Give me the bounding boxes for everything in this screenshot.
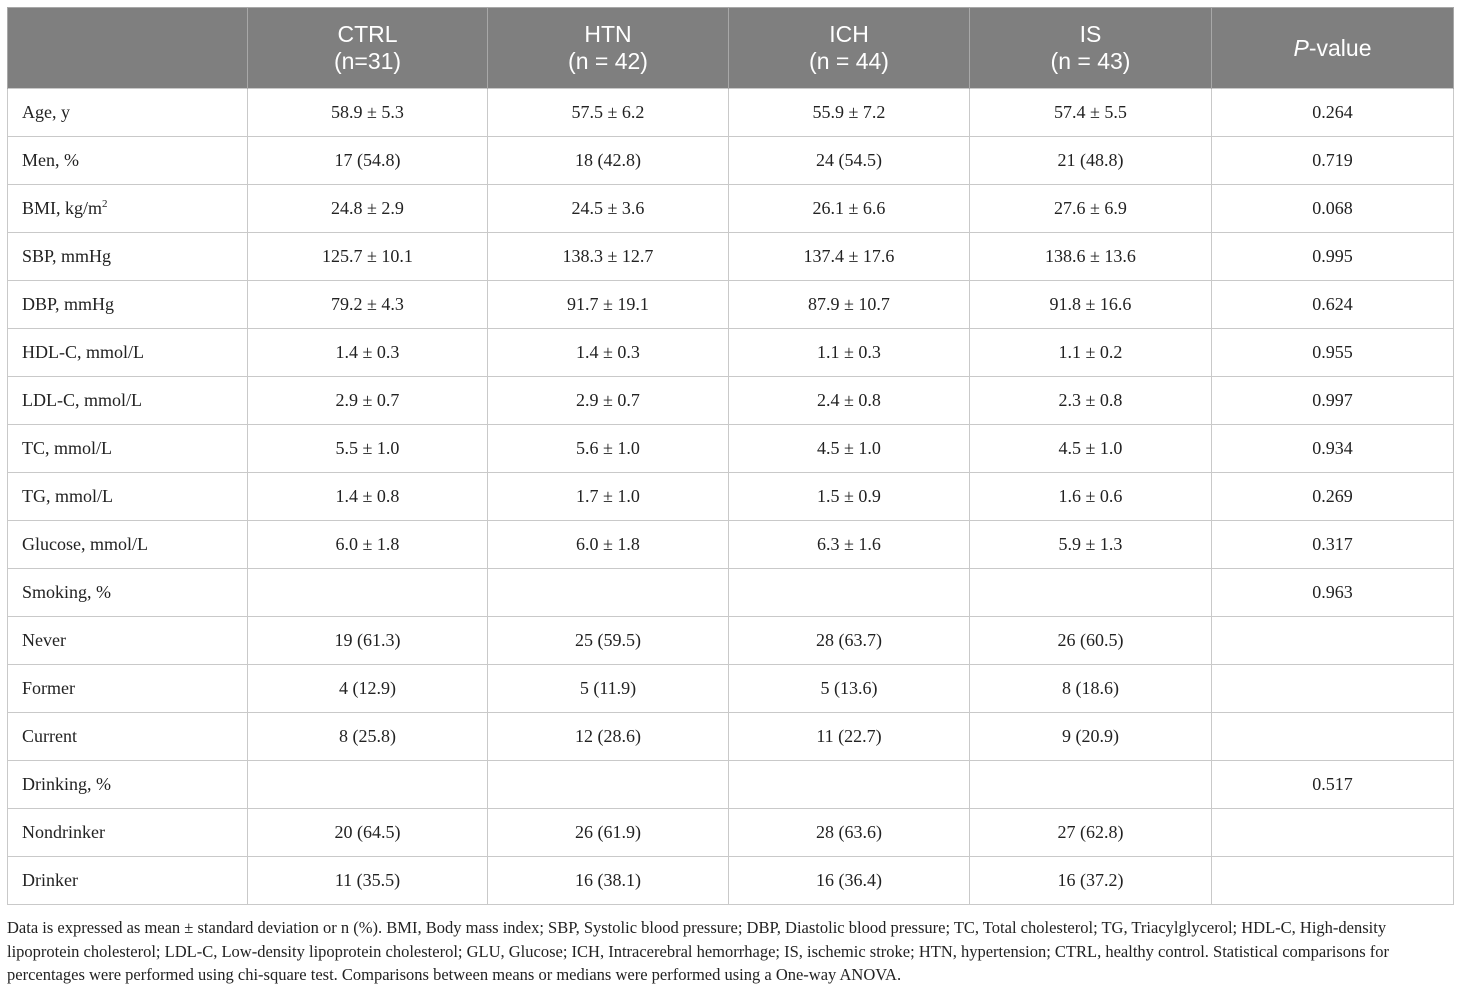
value-cell-ich: 2.4 ± 0.8 (729, 377, 970, 425)
row-label-text: DBP, mmHg (22, 294, 115, 314)
table-row (8, 137, 1454, 185)
table-footnote: Data is expressed as mean ± standard deviation or n (%). BMI, Body mass index; SBP, Systolic blood pressure; DBP, Diastolic blood pressure; TC, Total cholesterol; TG, Triacylglycerol; HDL-C, High-density lipoprotein cholesterol; LDL-C, Low-density lipoprotein cholesterol; GLU, Glucose; ICH, Intracerebral hemorrhage; IS, ischemic stroke; HTN, hypertension; CTRL, healthy control. Statistical comparisons for percentages were performed using chi-square test. Comparisons between means or medians were performed using a One-way ANOVA. (7, 918, 1389, 984)
value-cell-ctrl: 20 (64.5) (248, 809, 488, 857)
value-cell-is: 1.6 ± 0.6 (970, 473, 1212, 521)
value-cell-ich (729, 761, 970, 809)
value-cell-is: 5.9 ± 1.3 (970, 521, 1212, 569)
table-row (8, 185, 1454, 233)
value-cell-ich: 28 (63.6) (729, 809, 970, 857)
value-cell-ctrl: 6.0 ± 1.8 (248, 521, 488, 569)
baseline-characteristics-table (7, 7, 1454, 905)
group-n: (n = 43) (1050, 48, 1131, 74)
row-label-text: LDL-C, mmol/L (22, 390, 142, 410)
row-label (8, 329, 248, 377)
header-group-is (970, 8, 1212, 89)
row-label-text: Never (22, 630, 66, 650)
row-label-text: BMI, kg/m (22, 198, 103, 218)
value-cell-ich: 24 (54.5) (729, 137, 970, 185)
value-cell-ctrl: 17 (54.8) (248, 137, 488, 185)
row-label-text: Drinker (22, 870, 78, 890)
value-cell-htn: 1.7 ± 1.0 (488, 473, 729, 521)
value-cell-htn: 6.0 ± 1.8 (488, 521, 729, 569)
row-label (8, 473, 248, 521)
row-label-text: Drinking, % (22, 774, 111, 794)
header-empty-cell (8, 8, 248, 89)
value-cell-is (970, 569, 1212, 617)
value-cell-ctrl (248, 569, 488, 617)
row-label-text: SBP, mmHg (22, 246, 112, 266)
value-cell-ich: 28 (63.7) (729, 617, 970, 665)
row-label-text: TG, mmol/L (22, 486, 113, 506)
value-cell-ctrl: 11 (35.5) (248, 857, 488, 905)
p-value-cell (1212, 665, 1454, 713)
row-label (8, 713, 248, 761)
p-value-cell: 0.264 (1212, 89, 1454, 137)
value-cell-htn: 26 (61.9) (488, 809, 729, 857)
p-value-cell (1212, 809, 1454, 857)
group-n: (n = 42) (568, 48, 648, 74)
value-cell-htn: 138.3 ± 12.7 (488, 233, 729, 281)
value-cell-htn: 18 (42.8) (488, 137, 729, 185)
group-n: (n=31) (333, 48, 402, 74)
header-group-ich (729, 8, 970, 89)
row-label-text: Age, y (22, 102, 70, 122)
p-value-cell: 0.317 (1212, 521, 1454, 569)
row-label-text: Nondrinker (22, 822, 105, 842)
header-group-htn (488, 8, 729, 89)
p-value-cell: 0.955 (1212, 329, 1454, 377)
row-label-text: Former (22, 678, 75, 698)
row-label-text: Men, % (22, 150, 79, 170)
p-value-cell: 0.068 (1212, 185, 1454, 233)
value-cell-is: 1.1 ± 0.2 (970, 329, 1212, 377)
value-cell-is (970, 761, 1212, 809)
row-label (8, 89, 248, 137)
value-cell-ich: 137.4 ± 17.6 (729, 233, 970, 281)
table-row (8, 329, 1454, 377)
row-label (8, 425, 248, 473)
table-row (8, 569, 1454, 617)
table-header (8, 8, 1454, 89)
value-cell-is: 21 (48.8) (970, 137, 1212, 185)
value-cell-ich: 6.3 ± 1.6 (729, 521, 970, 569)
header-group-ctrl (248, 8, 488, 89)
value-cell-is: 27 (62.8) (970, 809, 1212, 857)
value-cell-ich: 5 (13.6) (729, 665, 970, 713)
row-label (8, 857, 248, 905)
row-label (8, 617, 248, 665)
value-cell-ctrl: 58.9 ± 5.3 (248, 89, 488, 137)
p-value-cell: 0.624 (1212, 281, 1454, 329)
value-cell-ich: 55.9 ± 7.2 (729, 89, 970, 137)
value-cell-ctrl: 2.9 ± 0.7 (248, 377, 488, 425)
row-label (8, 761, 248, 809)
value-cell-is: 26 (60.5) (970, 617, 1212, 665)
value-cell-ich: 11 (22.7) (729, 713, 970, 761)
table-row (8, 809, 1454, 857)
value-cell-ich: 87.9 ± 10.7 (729, 281, 970, 329)
p-value-cell: 0.719 (1212, 137, 1454, 185)
value-cell-htn: 5 (11.9) (488, 665, 729, 713)
value-cell-is: 8 (18.6) (970, 665, 1212, 713)
p-value-suffix: -value (1308, 34, 1372, 61)
value-cell-ich (729, 569, 970, 617)
value-cell-ctrl: 8 (25.8) (248, 713, 488, 761)
row-label-text: Smoking, % (22, 582, 112, 602)
p-value-cell: 0.517 (1212, 761, 1454, 809)
header-row (8, 8, 1454, 89)
value-cell-htn: 12 (28.6) (488, 713, 729, 761)
row-label (8, 233, 248, 281)
value-cell-htn: 2.9 ± 0.7 (488, 377, 729, 425)
value-cell-is: 138.6 ± 13.6 (970, 233, 1212, 281)
value-cell-ich: 1.5 ± 0.9 (729, 473, 970, 521)
value-cell-is: 2.3 ± 0.8 (970, 377, 1212, 425)
p-value-cell: 0.995 (1212, 233, 1454, 281)
value-cell-ctrl: 125.7 ± 10.1 (248, 233, 488, 281)
group-name: HTN (584, 21, 632, 47)
value-cell-htn: 57.5 ± 6.2 (488, 89, 729, 137)
row-label-text: Glucose, mmol/L (22, 534, 148, 554)
table-row (8, 281, 1454, 329)
value-cell-ctrl: 5.5 ± 1.0 (248, 425, 488, 473)
table-row (8, 857, 1454, 905)
row-label (8, 281, 248, 329)
row-label-superscript: 2 (102, 198, 108, 210)
p-value-cell: 0.934 (1212, 425, 1454, 473)
p-value-italic-p: P (1293, 34, 1309, 61)
group-name: CTRL (337, 21, 398, 47)
value-cell-ich: 4.5 ± 1.0 (729, 425, 970, 473)
value-cell-ctrl: 1.4 ± 0.8 (248, 473, 488, 521)
row-label (8, 665, 248, 713)
table-row (8, 761, 1454, 809)
value-cell-ctrl: 24.8 ± 2.9 (248, 185, 488, 233)
value-cell-htn: 16 (38.1) (488, 857, 729, 905)
p-value-cell (1212, 857, 1454, 905)
value-cell-ich: 16 (36.4) (729, 857, 970, 905)
p-value-cell (1212, 713, 1454, 761)
row-label (8, 569, 248, 617)
p-value-cell (1212, 617, 1454, 665)
value-cell-ich: 26.1 ± 6.6 (729, 185, 970, 233)
baseline-characteristics-table-container (7, 7, 1453, 905)
table-row (8, 233, 1454, 281)
table-body (8, 89, 1454, 905)
row-label-text: HDL-C, mmol/L (22, 342, 144, 362)
group-name: ICH (829, 21, 869, 47)
value-cell-ich: 1.1 ± 0.3 (729, 329, 970, 377)
value-cell-is: 9 (20.9) (970, 713, 1212, 761)
value-cell-ctrl: 19 (61.3) (248, 617, 488, 665)
row-label (8, 185, 248, 233)
row-label (8, 377, 248, 425)
p-value-cell: 0.269 (1212, 473, 1454, 521)
value-cell-htn: 91.7 ± 19.1 (488, 281, 729, 329)
value-cell-ctrl: 79.2 ± 4.3 (248, 281, 488, 329)
table-row (8, 377, 1454, 425)
group-n: (n = 44) (809, 48, 889, 74)
row-label (8, 521, 248, 569)
header-p-value (1212, 8, 1454, 89)
row-label-text: Current (22, 726, 77, 746)
table-row (8, 617, 1454, 665)
value-cell-ctrl: 1.4 ± 0.3 (248, 329, 488, 377)
row-label (8, 809, 248, 857)
value-cell-ctrl (248, 761, 488, 809)
p-value-cell: 0.963 (1212, 569, 1454, 617)
value-cell-htn: 1.4 ± 0.3 (488, 329, 729, 377)
value-cell-htn: 25 (59.5) (488, 617, 729, 665)
table-row (8, 89, 1454, 137)
value-cell-htn: 24.5 ± 3.6 (488, 185, 729, 233)
value-cell-htn (488, 761, 729, 809)
table-row (8, 665, 1454, 713)
row-label-text: TC, mmol/L (22, 438, 112, 458)
row-label (8, 137, 248, 185)
value-cell-htn: 5.6 ± 1.0 (488, 425, 729, 473)
group-name: IS (1079, 21, 1102, 47)
value-cell-is: 91.8 ± 16.6 (970, 281, 1212, 329)
value-cell-is: 16 (37.2) (970, 857, 1212, 905)
p-value-cell: 0.997 (1212, 377, 1454, 425)
table-row (8, 521, 1454, 569)
value-cell-htn (488, 569, 729, 617)
table-row (8, 425, 1454, 473)
value-cell-is: 57.4 ± 5.5 (970, 89, 1212, 137)
value-cell-is: 4.5 ± 1.0 (970, 425, 1212, 473)
table-row (8, 713, 1454, 761)
value-cell-ctrl: 4 (12.9) (248, 665, 488, 713)
value-cell-is: 27.6 ± 6.9 (970, 185, 1212, 233)
table-row (8, 473, 1454, 521)
